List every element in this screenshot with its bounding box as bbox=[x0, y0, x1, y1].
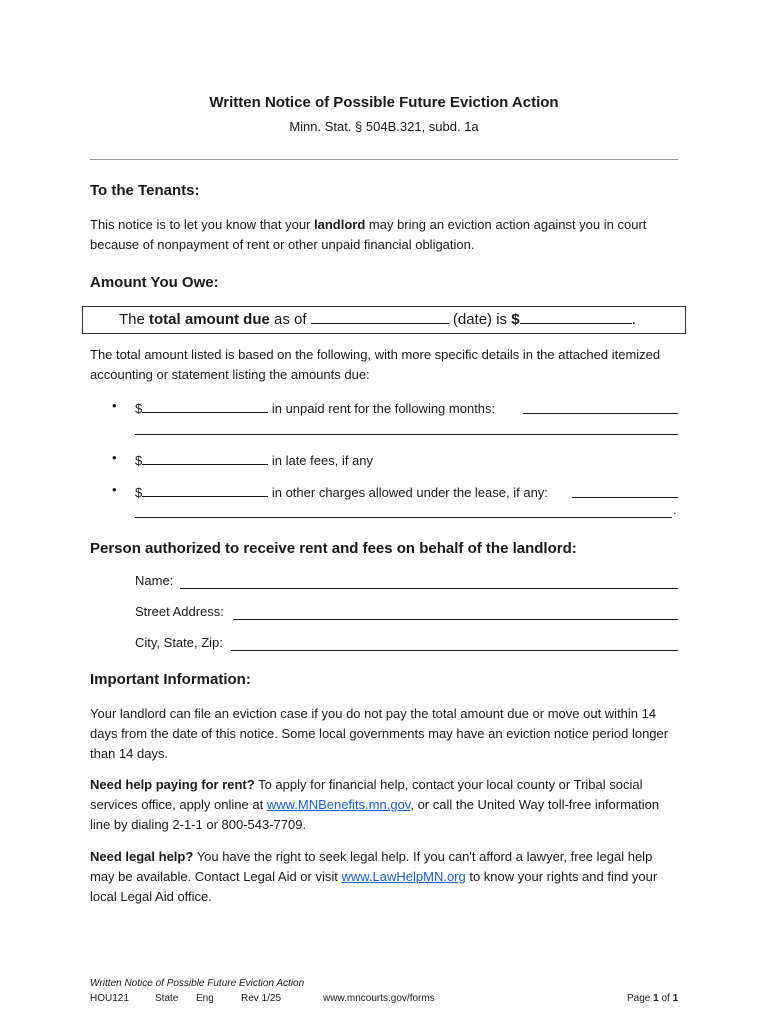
unpaid-rent-label: in unpaid rent for the following months: bbox=[268, 401, 496, 416]
street-address-label: Street Address: bbox=[135, 604, 224, 619]
rent-help-paragraph bbox=[90, 775, 680, 835]
total-period: . bbox=[631, 311, 636, 328]
rent-help-text-end: , or call the United Way toll-free information line by dialing 2-1-1 or 800-543-7709. bbox=[90, 797, 660, 832]
page-current: 1 bbox=[653, 993, 659, 1004]
amount-heading: Amount You Owe: bbox=[90, 274, 219, 291]
bullet-marker: • bbox=[112, 398, 117, 413]
total-date-label: (date) is bbox=[448, 311, 512, 328]
document-title: Written Notice of Possible Future Eviction Action bbox=[209, 94, 559, 111]
page-total: 1 bbox=[672, 993, 679, 1004]
legal-help-text-end: to know your rights and find your local Legal Aid office. bbox=[90, 869, 658, 904]
tenants-text-after: may bring an eviction action against you in court because of nonpayment of rent or other unpaid financial obligation. bbox=[90, 217, 647, 252]
total-amount-due-label: total amount due bbox=[149, 311, 270, 328]
important-info-heading: Important Information: bbox=[90, 671, 251, 688]
lawhelpmn-link[interactable]: www.LawHelpMN.org bbox=[341, 869, 466, 884]
street-address-field[interactable] bbox=[233, 619, 678, 620]
legal-help-paragraph bbox=[90, 847, 680, 907]
total-amount-box bbox=[82, 306, 686, 334]
other-charges-line bbox=[135, 482, 548, 500]
late-fees-label: in late fees, if any bbox=[268, 453, 374, 468]
other-charges-detail-field-continued[interactable] bbox=[135, 517, 672, 518]
page-word: Page bbox=[627, 993, 654, 1004]
legal-help-text: You have the right to seek legal help. If you can't afford a lawyer, free legal help may be available. Contact Legal Aid or visit bbox=[90, 849, 653, 884]
total-amount-field[interactable] bbox=[520, 309, 632, 324]
unpaid-rent-line bbox=[135, 398, 495, 416]
other-charges-label: in other charges allowed under the lease, if any: bbox=[268, 485, 548, 500]
footer-url: www.mncourts.gov/forms bbox=[323, 993, 435, 1004]
other-charges-period: . bbox=[673, 502, 677, 517]
total-dollar-sign: $ bbox=[511, 311, 520, 328]
statute-citation: Minn. Stat. § 504B.321, subd. 1a bbox=[289, 119, 479, 134]
authorized-person-heading: Person authorized to receive rent and fees on behalf of the landlord: bbox=[90, 540, 577, 557]
rent-help-text: To apply for financial help, contact your local county or Tribal social services office, apply online at bbox=[90, 777, 643, 812]
name-field[interactable] bbox=[180, 588, 678, 589]
city-state-zip-field[interactable] bbox=[231, 650, 678, 651]
bullet-marker: • bbox=[112, 450, 117, 465]
late-fees-amount-field[interactable] bbox=[142, 450, 268, 465]
unpaid-rent-dollar: $ bbox=[135, 401, 143, 416]
bullet-marker: • bbox=[112, 482, 117, 497]
tenants-text-before: This notice is to let you know that your bbox=[90, 217, 314, 232]
late-fees-dollar: $ bbox=[135, 453, 143, 468]
unpaid-rent-amount-field[interactable] bbox=[142, 398, 268, 413]
mnbenefits-link[interactable]: www.MNBenefits.mn.gov bbox=[266, 797, 411, 812]
unpaid-rent-months-field-continued[interactable] bbox=[135, 434, 678, 435]
other-charges-dollar: $ bbox=[135, 485, 143, 500]
legal-help-lead: Need legal help? bbox=[90, 849, 194, 864]
page-of: of bbox=[658, 993, 673, 1004]
total-as-of: as of bbox=[269, 311, 311, 328]
footer-language: Eng bbox=[196, 993, 214, 1004]
footer-revision: Rev 1/25 bbox=[241, 993, 282, 1004]
total-date-field[interactable] bbox=[311, 309, 449, 324]
other-charges-detail-field[interactable] bbox=[572, 497, 678, 498]
footer-page-number bbox=[627, 993, 678, 1004]
eviction-info-paragraph: Your landlord can file an eviction case if you do not pay the total amount due or move out within 14 days from the date of this notice. Some local governments may have an eviction notice period longer than 14 days. bbox=[90, 706, 669, 761]
tenants-heading: To the Tenants: bbox=[90, 182, 200, 199]
amount-basis-paragraph: The total amount listed is based on the following, with more specific details in the attached itemized accounting or statement listing the amounts due: bbox=[90, 347, 661, 382]
city-state-zip-label: City, State, Zip: bbox=[135, 635, 223, 650]
footer-form-code: HOU121 bbox=[90, 993, 129, 1004]
footer-form-title: Written Notice of Possible Future Eviction Action bbox=[90, 978, 305, 989]
tenants-text-landlord: landlord bbox=[314, 217, 366, 232]
other-charges-amount-field[interactable] bbox=[142, 482, 268, 497]
rent-help-lead: Need help paying for rent? bbox=[90, 777, 255, 792]
unpaid-rent-months-field[interactable] bbox=[523, 413, 678, 414]
name-label: Name: bbox=[135, 573, 174, 588]
header-divider bbox=[90, 159, 678, 160]
tenants-paragraph bbox=[90, 215, 680, 255]
late-fees-line bbox=[135, 450, 373, 468]
footer-jurisdiction: State bbox=[155, 993, 179, 1004]
total-the: The bbox=[119, 311, 150, 328]
